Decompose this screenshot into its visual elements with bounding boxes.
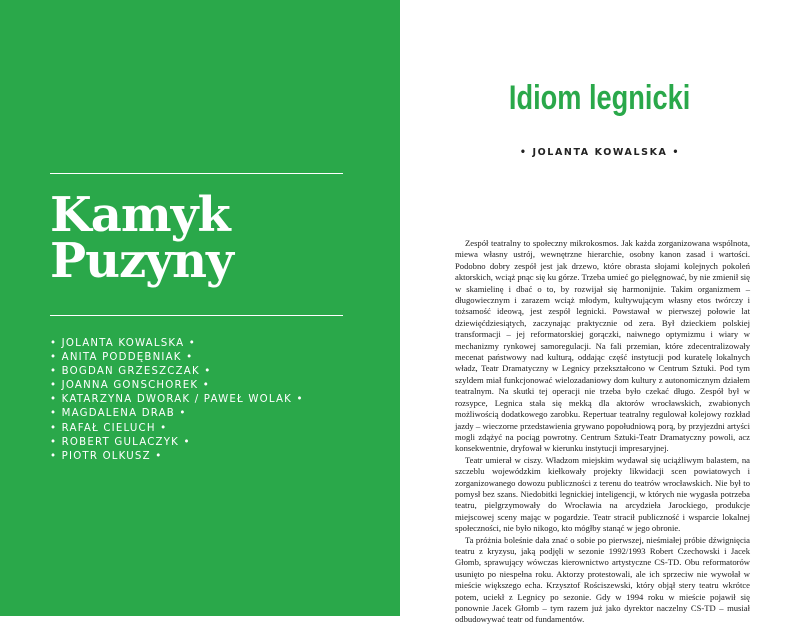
section-title [50,187,233,289]
section-title-line-1: Kamyk [50,187,230,243]
article-title: Idiom legnicki [508,79,691,117]
article-body [455,238,750,626]
article-author: • JOLANTA KOWALSKA • [400,147,800,158]
author-item: • ROBERT GULACZYK • [50,436,304,450]
author-item: • KATARZYNA DWORAK / PAWEŁ WOLAK • [50,393,304,407]
top-rule [50,173,343,174]
bottom-rule [50,315,343,316]
section-title-line-2: Puzyny [50,233,233,289]
author-item: • RAFAŁ CIELUCH • [50,422,304,436]
author-item: • PIOTR OLKUSZ • [50,450,304,464]
author-item: • BOGDAN GRZESZCZAK • [50,365,304,379]
author-item: • JOANNA GONSCHOREK • [50,379,304,393]
body-paragraph: Zespół teatralny to społeczny mikrokosmos. Jak każda zorganizowana wspólnota, miewa własny ustrój, wewnętrzne hierarchie, osobny kanon zasad i wartości. Podobno dobry zespół jest jak drzewo, które obrasta słojami kolejnych pokoleń aktorskich, wciąż pnąc się ku górze. Trzeba umieć go pielęgnować, by nie zmienił się w skamielinę i dbać o to, by rozwijał się harmonijnie. Takim organizmem – długowiecznym i zarazem wciąż młodym, kultywującym własny etos twórczy i tożsamość ideową, jest zespół legnicki. Powstawał w pierwszej połowie lat dziewięćdziesiątych, zaczynając praktycznie od zera. Był dzieckiem polskiej transformacji – jej reformatorskiej gorączki, naiwnego optymizmu i wiary w mechanizmy rynkowej samoregulacji. Na fali przemian, które zdecentralizowały mecenat państwowy nad kulturą, oddając część instytucji pod kuratelę lokalnych władz, Teatr Dramatyczny w Legnicy przekształcono w Centrum Sztuki. Pod tym szyldem miał funkcjonować wielozadaniowy dom kultury z autonomicznym działem teatralnym. Na skutki tej operacji nie trzeba było czekać długo. Zespół był w rozsypce, Legnica stała się mekką dla aktorów wrocławskich, zwabionych możliwością dodatkowego zarobku. Repertuar teatralny regulował kolejowy rozkład jazdy – wieczorne przedstawienia grywano popołudniową porą, by przyjezdni artyści mogli zdążyć na pociąg powrotny. Centrum Sztuki-Teatr Dramatyczny powoli, acz konsekwentnie, dryfował w kierunku instytucji impresaryjnej. [455,238,750,454]
right-page [400,0,800,625]
author-item: • JOLANTA KOWALSKA • [50,337,304,351]
body-paragraph: Teatr umierał w ciszy. Władzom miejskim wydawał się uciążliwym balastem, na szczeblu wojewódzkim kiełkowały projekty likwidacji scen powiatowych i zorganizowanego dowozu publiczności z terenu do teatrów wrocławskich. Nie był to pomysł bez szans. Niedobitki legnickiej inteligencji, w których nie wygasła potrzeba teatru, pielgrzymowały do Wrocławia na arcydzieła Jarockiego, produkcje miejscowej sceny mając w pogardzie. Teatr stracił publiczność i wsparcie lokalnej społeczności, nie było nikogo, kto mógłby stanąć w jego obronie. [455,454,750,534]
left-page [0,0,400,616]
author-list [50,337,304,464]
author-item: • MAGDALENA DRAB • [50,407,304,421]
author-item: • ANITA PODDĘBNIAK • [50,351,304,365]
body-paragraph: Ta próżnia boleśnie dała znać o sobie po pierwszej, nieśmiałej próbie dźwignięcia teatru z kryzysu, jaką podjęli w sezonie 1992/1993 Robert Czechowski i Jacek Głomb, sprawujący wówczas kierownictwo artystyczne CS-TD. Obu reformatorów usunięto po niespełna roku. Aktorzy protestowali, ale ich sprzeciw nie wywołał w mieście większego echa. Krzysztof Rościszewski, który objął stery teatru wkrótce potem, uciekł z Legnicy po sezonie. Gdy w 1994 roku w mieście pojawił się ponownie Jacek Głomb – tym razem już jako dyrektor naczelny CS-TD – musiał odbudowywać teatr od fundamentów. [455,534,750,625]
